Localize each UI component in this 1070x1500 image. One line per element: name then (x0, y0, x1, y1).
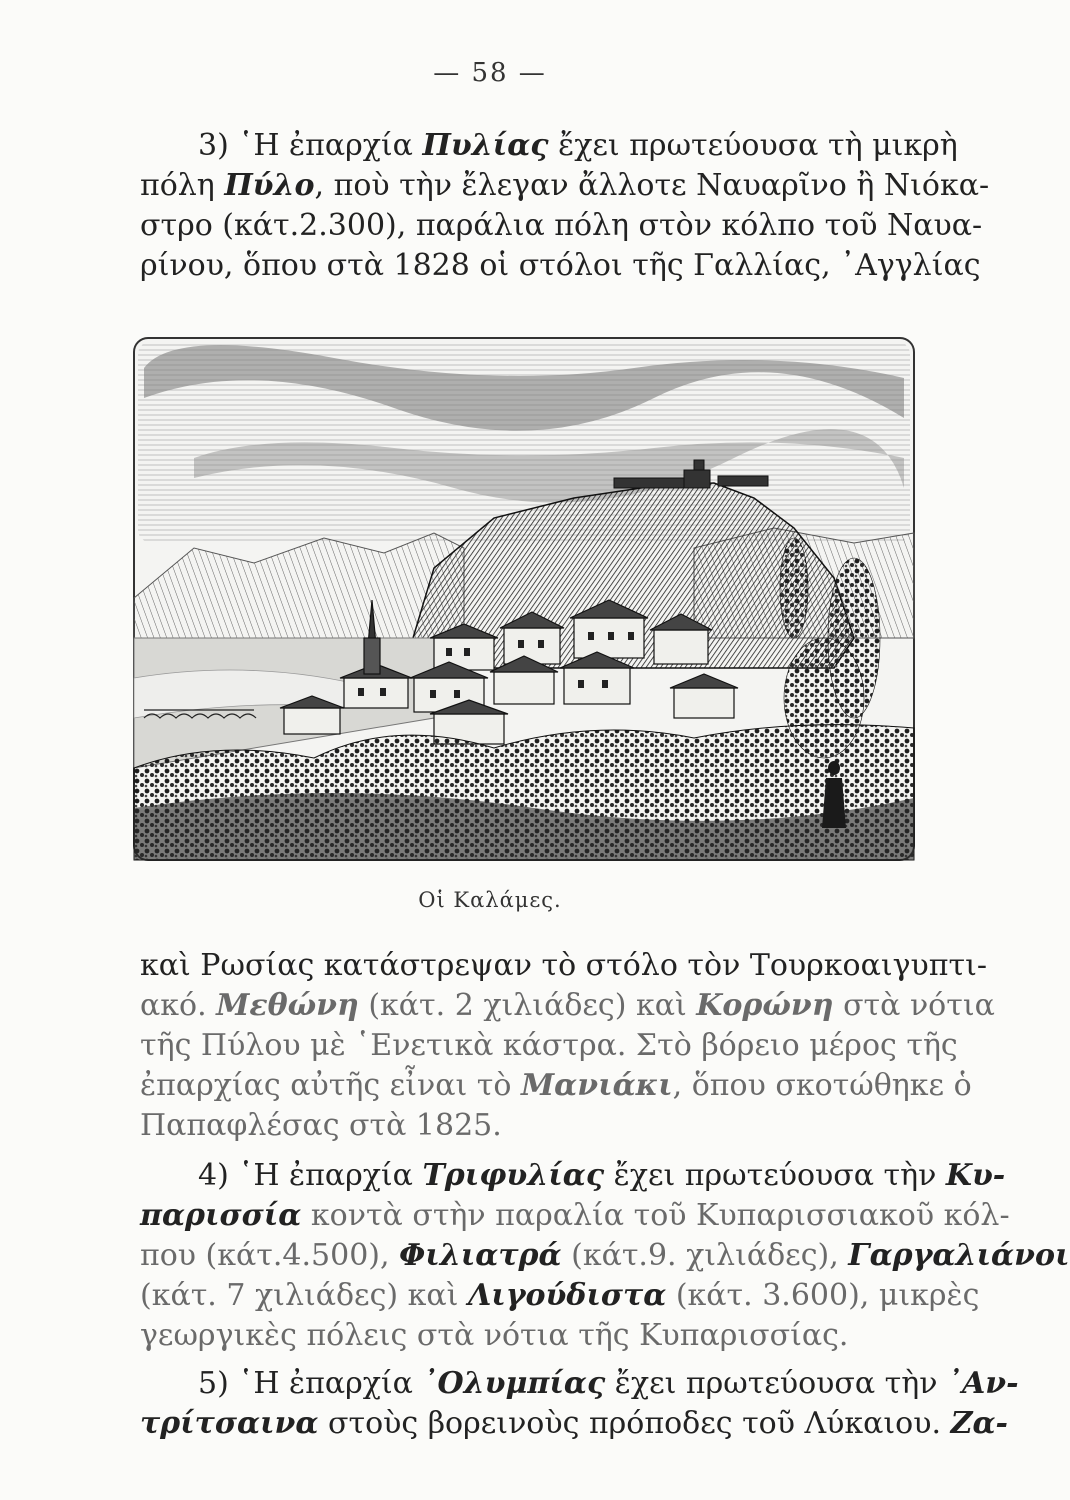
paragraph-pylia (140, 126, 990, 286)
text-line: στρο (κάτ.2.300), παράλια πόλη στὸν κόλπο τοῦ Ναυα- (140, 208, 983, 243)
paragraph-trifylia (140, 1156, 1070, 1356)
emphasis-andritsaina-part2: τρίτσαινα (140, 1406, 319, 1441)
emphasis-maniaki: Μανιάκι (520, 1068, 673, 1103)
emphasis-trifylia: Τριφυλίας (422, 1158, 605, 1193)
emphasis-methoni: Μεθώνη (216, 988, 359, 1023)
text-line: γεωργικὲς πόλεις στὰ νότια τῆς Κυπαρισσίας. (140, 1318, 849, 1353)
emphasis-andritsaina-part1: ᾿Αν- (947, 1366, 1019, 1401)
text-line: 5) ῾Η ἐπαρχία ᾿Ολυμπίας ἔχει πρωτεύουσα τὴν ᾿Αν- (198, 1366, 1019, 1401)
text-line: (κάτ. 7 χιλιάδες) καὶ Λιγούδιστα (κάτ. 3.600), μικρὲς (140, 1278, 980, 1313)
text-line: τῆς Πύλου μὲ ῾Ενετικὰ κάστρα. Στὸ βόρειο μέρος τῆς (140, 1028, 958, 1063)
paragraph-methoni (140, 946, 995, 1146)
emphasis-pylia: Πυλίας (422, 128, 549, 163)
text-line: τρίτσαινα στοὺς βορεινοὺς πρόποδες τοῦ Λύκαιου. Ζα- (140, 1406, 1008, 1441)
text-line: παρισσία κοντὰ στὴν παραλία τοῦ Κυπαρισσιακοῦ κόλ- (140, 1198, 1010, 1233)
engraving-kalamata (134, 338, 914, 860)
paragraph-olympia (140, 1364, 1019, 1444)
text-line: ρίνου, ὅπου στὰ 1828 οἱ στόλοι τῆς Γαλλίας, ᾿Αγγλίας (140, 248, 981, 283)
figure-caption: Οἱ Καλάμες. (418, 888, 562, 912)
text-line: που (κάτ.4.500), Φιλιατρά (κάτ.9. χιλιάδες), Γαργαλιάνοι (140, 1238, 1070, 1273)
emphasis-kyparissia-part2: παρισσία (140, 1198, 302, 1233)
emphasis-olympia: ᾿Ολυμπίας (422, 1366, 606, 1401)
text-line: 4) ῾Η ἐπαρχία Τριφυλίας ἔχει πρωτεύουσα τὴν Κυ- (198, 1158, 1006, 1193)
text-line: ἐπαρχίας αὐτῆς εἶναι τὸ Μανιάκι, ὅπου σκοτώθηκε ὁ (140, 1068, 972, 1103)
emphasis-kyparissia-part1: Κυ- (945, 1158, 1006, 1193)
emphasis-filiatra: Φιλιατρά (399, 1238, 562, 1273)
text-line: καὶ Ρωσίας κατάστρεψαν τὸ στόλο τὸν Τουρκοαιγυπτι- (140, 948, 988, 983)
text-line: πόλη Πύλο, ποὺ τὴν ἔλεγαν ἄλλοτε Ναυαρῖνο ἢ Νιόκα- (140, 168, 990, 203)
text-line: ακό. Μεθώνη (κάτ. 2 χιλιάδες) καὶ Κορώνη στὰ νότια (140, 988, 995, 1023)
text-line: 3) ῾Η ἐπαρχία Πυλίας ἔχει πρωτεύουσα τὴ μικρὴ (198, 128, 958, 163)
emphasis-za: Ζα- (950, 1406, 1008, 1441)
emphasis-koroni: Κορώνη (696, 988, 834, 1023)
page-number: — 58 — (433, 58, 547, 88)
emphasis-gargalianoi: Γαργαλιάνοι (848, 1238, 1070, 1273)
emphasis-ligoudista: Λιγούδιστα (467, 1278, 667, 1313)
emphasis-pylos: Πύλο (224, 168, 315, 203)
text-line: Παπαφλέσας στὰ 1825. (140, 1108, 502, 1143)
